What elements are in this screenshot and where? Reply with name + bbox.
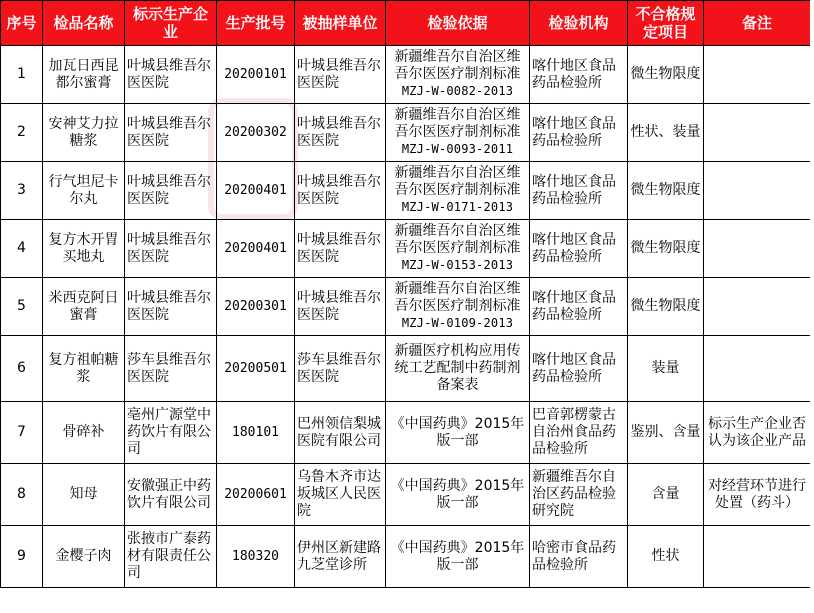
cell-basis[interactable] [386,46,530,104]
cell-note[interactable] [704,162,811,220]
header-sampled[interactable]: 被抽样单位 [295,1,386,46]
basis-text: 《中国药典》2015年版一部 [390,477,525,511]
cell-maker[interactable]: 叶城县维吾尔医医院 [125,104,217,162]
cell-basis[interactable] [386,162,530,220]
cell-item[interactable]: 鉴别、含量 [628,402,704,464]
cell-product[interactable]: 复方祖帕糖浆 [43,336,125,402]
cell-product[interactable]: 复方木开胃买地丸 [43,220,125,278]
cell-maker[interactable]: 安徽强正中药饮片有限公司 [125,464,217,526]
cell-basis[interactable] [386,526,530,588]
basis-code: MZJ-W-0093-2011 [401,142,514,156]
cell-maker[interactable]: 叶城县维吾尔医医院 [125,162,217,220]
basis-code: MZJ-W-0153-2013 [401,258,514,272]
cell-sampled[interactable]: 叶城县维吾尔医医院 [295,46,386,104]
cell-seq[interactable]: 3 [1,162,43,220]
cell-product[interactable]: 安神艾力拉糖浆 [43,104,125,162]
cell-product[interactable]: 金樱子肉 [43,526,125,588]
basis-text: 新疆维吾尔自治区维吾尔医医疗制剂标准 [394,165,521,198]
header-seq[interactable]: 序号 [1,1,43,46]
cell-agency[interactable]: 喀什地区食品药品检验所 [530,336,628,402]
cell-seq[interactable]: 8 [1,464,43,526]
cell-note[interactable] [704,104,811,162]
header-note[interactable]: 备注 [704,1,811,46]
header-batch[interactable]: 生产批号 [217,1,295,46]
cell-agency[interactable]: 喀什地区食品药品检验所 [530,278,628,336]
cell-agency[interactable]: 喀什地区食品药品检验所 [530,46,628,104]
cell-batch[interactable]: 20200301 [217,278,295,336]
header-row [1,1,811,46]
cell-note[interactable] [704,526,811,588]
cell-batch[interactable]: 20200302 [217,104,295,162]
cell-basis[interactable] [386,220,530,278]
cell-sampled[interactable]: 叶城县维吾尔医医院 [295,104,386,162]
table-row [1,526,811,588]
cell-item[interactable]: 微生物限度 [628,162,704,220]
cell-maker[interactable]: 叶城县维吾尔医医院 [125,220,217,278]
cell-maker[interactable]: 莎车县维吾尔医医院 [125,336,217,402]
cell-basis[interactable] [386,336,530,402]
cell-note[interactable] [704,46,811,104]
table-row [1,402,811,464]
cell-agency[interactable]: 哈密市食品药品检验所 [530,526,628,588]
table-row [1,336,811,402]
cell-maker[interactable]: 亳州广源堂中药饮片有限公司 [125,402,217,464]
right-edge [810,0,814,613]
cell-basis[interactable] [386,278,530,336]
cell-item[interactable]: 性状、装量 [628,104,704,162]
cell-seq[interactable]: 1 [1,46,43,104]
cell-product[interactable]: 加瓦日西昆都尔蜜膏 [43,46,125,104]
cell-note[interactable] [704,278,811,336]
cell-batch[interactable]: 20200101 [217,46,295,104]
cell-sampled[interactable]: 叶城县维吾尔医医院 [295,220,386,278]
cell-note[interactable] [704,220,811,278]
cell-agency[interactable]: 巴音郭楞蒙古自治州食品药品检验所 [530,402,628,464]
cell-seq[interactable]: 5 [1,278,43,336]
cell-item[interactable]: 微生物限度 [628,46,704,104]
cell-batch[interactable]: 180320 [217,526,295,588]
cell-batch[interactable]: 20200401 [217,220,295,278]
header-maker[interactable]: 标示生产企业 [125,1,217,46]
cell-batch[interactable]: 180101 [217,402,295,464]
cell-seq[interactable]: 2 [1,104,43,162]
cell-item[interactable]: 性状 [628,526,704,588]
cell-sampled[interactable]: 巴州领信梨城医院有限公司 [295,402,386,464]
cell-item[interactable]: 微生物限度 [628,278,704,336]
basis-text: 新疆维吾尔自治区维吾尔医医疗制剂标准 [394,223,521,256]
cell-sampled[interactable]: 伊州区新建路九芝堂诊所 [295,526,386,588]
header-basis[interactable]: 检验依据 [386,1,530,46]
cell-sampled[interactable]: 莎车县维吾尔医医院 [295,336,386,402]
table-row [1,104,811,162]
cell-note[interactable] [704,336,811,402]
basis-text: 《中国药典》2015年版一部 [390,539,525,573]
cell-seq[interactable]: 7 [1,402,43,464]
basis-text: 新疆维吾尔自治区维吾尔医医疗制剂标准 [394,107,521,140]
cell-basis[interactable] [386,402,530,464]
table-row [1,162,811,220]
cell-product[interactable]: 知母 [43,464,125,526]
cell-note[interactable]: 标示生产企业否认为该企业产品 [704,402,811,464]
cell-maker[interactable]: 叶城县维吾尔医医院 [125,278,217,336]
cell-note[interactable]: 对经营环节进行处置（药斗） [704,464,811,526]
header-agency[interactable]: 检验机构 [530,1,628,46]
cell-product[interactable]: 骨碎补 [43,402,125,464]
cell-batch[interactable]: 20200401 [217,162,295,220]
basis-code: MZJ-W-0082-2013 [401,84,514,98]
basis-text: 新疆维吾尔自治区维吾尔医医疗制剂标准 [394,281,521,314]
basis-text: 新疆医疗机构应用传统工艺配制中药制剂备案表 [394,343,521,393]
cell-seq[interactable]: 4 [1,220,43,278]
basis-code: MZJ-W-0109-2013 [401,316,514,330]
cell-agency[interactable]: 喀什地区食品药品检验所 [530,220,628,278]
cell-sampled[interactable]: 叶城县维吾尔医医院 [295,162,386,220]
header-item[interactable]: 不合格规定项目 [628,1,704,46]
cell-item[interactable]: 含量 [628,464,704,526]
cell-batch[interactable]: 20200601 [217,464,295,526]
header-product[interactable]: 检品名称 [43,1,125,46]
cell-item[interactable]: 装量 [628,336,704,402]
cell-sampled[interactable]: 叶城县维吾尔医医院 [295,278,386,336]
table-row [1,464,811,526]
cell-batch[interactable]: 20200501 [217,336,295,402]
cell-basis[interactable] [386,104,530,162]
table-row [1,46,811,104]
cell-maker[interactable]: 张掖市广泰药材有限责任公司 [125,526,217,588]
cell-agency[interactable]: 喀什地区食品药品检验所 [530,104,628,162]
cell-sampled[interactable]: 乌鲁木齐市达坂城区人民医院 [295,464,386,526]
cell-item[interactable]: 微生物限度 [628,220,704,278]
table-row [1,278,811,336]
cell-agency[interactable]: 喀什地区食品药品检验所 [530,162,628,220]
cell-product[interactable]: 米西克阿日蜜膏 [43,278,125,336]
basis-code: MZJ-W-0171-2013 [401,200,514,214]
cell-seq[interactable]: 6 [1,336,43,402]
cell-seq[interactable]: 9 [1,526,43,588]
cell-agency[interactable]: 新疆维吾尔自治区药品检验研究院 [530,464,628,526]
cell-maker[interactable]: 叶城县维吾尔医医院 [125,46,217,104]
basis-text: 《中国药典》2015年版一部 [390,415,525,449]
basis-text: 新疆维吾尔自治区维吾尔医医疗制剂标准 [394,49,521,82]
cell-basis[interactable] [386,464,530,526]
cell-product[interactable]: 行气坦尼卡尔丸 [43,162,125,220]
table-row [1,220,811,278]
